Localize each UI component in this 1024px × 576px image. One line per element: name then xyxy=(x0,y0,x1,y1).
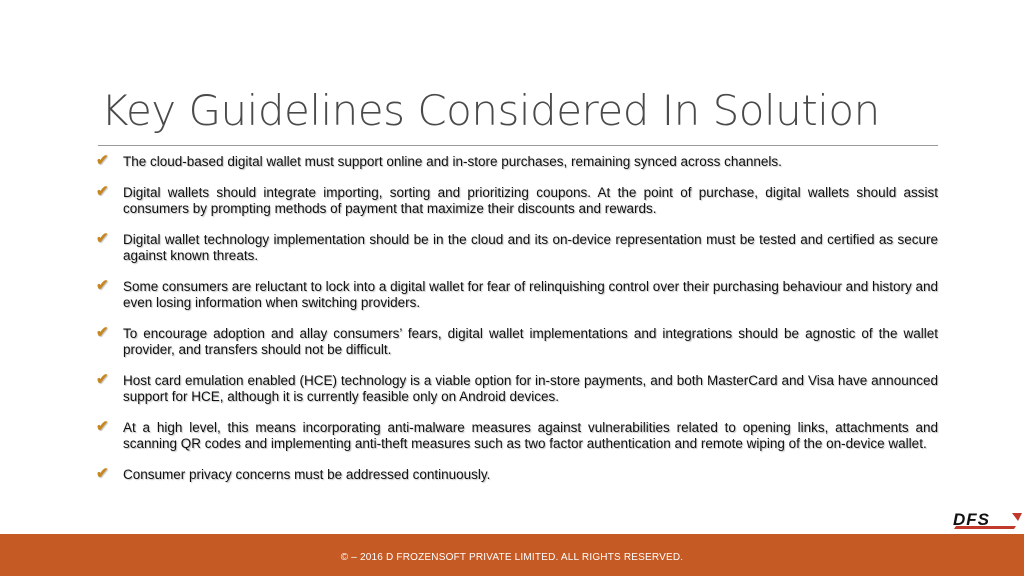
checkmark-icon: ✔ xyxy=(96,371,109,388)
guideline-text: Host card emulation enabled (HCE) technology is a viable option for in-store payments, and both MasterCard and Visa have announced support for HCE, although it is currently feasible only on Android devices. xyxy=(123,373,938,404)
guideline-text: To encourage adoption and allay consumers’ fears, digital wallet implementations and integrations should be agnostic of the wallet provider, and transfers should not be difficult. xyxy=(123,326,938,357)
checkmark-icon: ✔ xyxy=(96,465,109,482)
guideline-text: Digital wallets should integrate importing, sorting and prioritizing coupons. At the point of purchase, digital wallets should assist consumers by prompting methods of payment that maximize their discounts and rewards. xyxy=(123,185,938,216)
title-divider xyxy=(98,145,938,146)
guideline-text: Digital wallet technology implementation should be in the cloud and its on-device representation must be tested and certified as secure against known threats. xyxy=(123,232,938,263)
checkmark-icon: ✔ xyxy=(96,230,109,247)
guideline-item xyxy=(96,232,938,264)
guideline-text: Consumer privacy concerns must be addressed continuously. xyxy=(123,467,491,482)
footer-bar xyxy=(0,534,1024,576)
guideline-item xyxy=(96,420,938,452)
checkmark-icon: ✔ xyxy=(96,152,109,169)
guideline-item xyxy=(96,279,938,311)
guideline-item xyxy=(96,373,938,405)
svg-text:DFS: DFS xyxy=(953,510,990,529)
guideline-item xyxy=(96,185,938,217)
guideline-text: The cloud-based digital wallet must support online and in-store purchases, remaining synced across channels. xyxy=(123,154,782,169)
checkmark-icon: ✔ xyxy=(96,183,109,200)
checkmark-icon: ✔ xyxy=(96,324,109,341)
checkmark-icon: ✔ xyxy=(96,418,109,435)
guideline-list xyxy=(96,154,938,498)
guideline-text: At a high level, this means incorporating anti-malware measures against vulnerabilities related to opening links, attachments and scanning QR codes and implementing anti-theft measures such as two factor authentication and remote wiping of the on-device wallet. xyxy=(123,420,938,451)
slide-title: Key Guidelines Considered In Solution xyxy=(101,86,880,135)
guideline-item xyxy=(96,326,938,358)
dfs-logo-icon xyxy=(950,510,1024,532)
copyright-text: © – 2016 D FROZENSOFT PRIVATE LIMITED. ALL RIGHTS RESERVED. xyxy=(340,551,684,563)
checkmark-icon: ✔ xyxy=(96,277,109,294)
guideline-item xyxy=(96,467,938,483)
guideline-item xyxy=(96,154,938,170)
guideline-text: Some consumers are reluctant to lock into a digital wallet for fear of relinquishing control over their purchasing behaviour and history and even losing information when switching providers. xyxy=(123,279,938,310)
